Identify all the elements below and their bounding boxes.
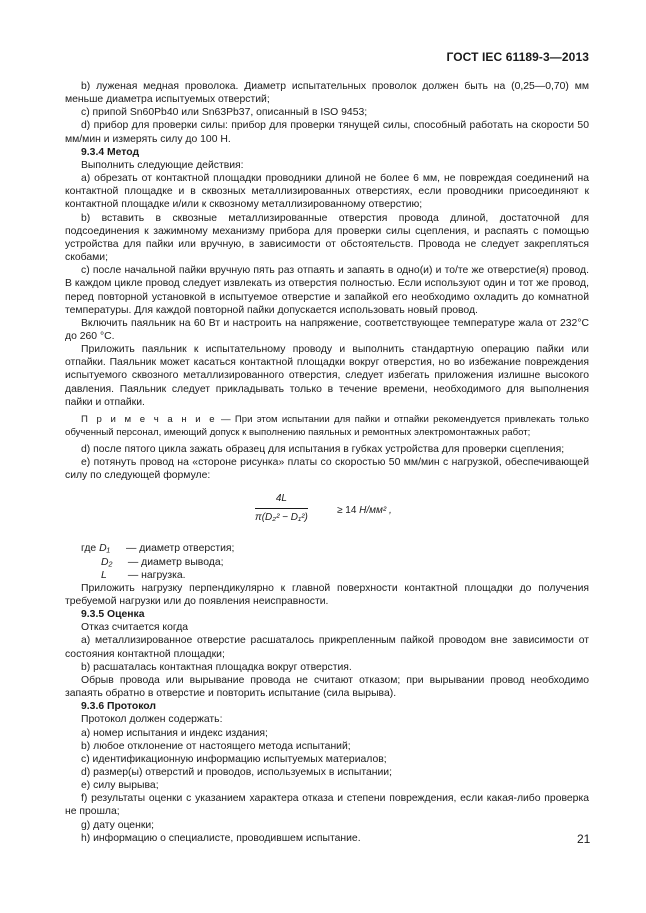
formula-denominator: π(D₂² − D₁²)	[255, 511, 308, 523]
definition-symbol: L	[101, 569, 107, 581]
list-item: b) любое отклонение от настоящего метода испытаний;	[81, 740, 351, 752]
paragraph: Выполнить следующие действия:	[81, 159, 244, 171]
note-label: П р и м е ч а н и е	[81, 413, 217, 425]
list-item: g) дату оценки;	[81, 819, 155, 831]
paragraph: Протокол должен содержать:	[81, 714, 223, 726]
list-item: a) номер испытания и индекс издания;	[81, 727, 268, 739]
definition-row	[81, 569, 589, 582]
paragraph: c) припой Sn60Pb40 или Sn63Pb37, описанный в ISO 9453;	[81, 107, 368, 119]
paragraph: Приложить нагрузку перпендикулярно к главной поверхности контактной площадки до получения требуемой нагрузки или до появления неисправности.	[65, 582, 589, 607]
page-number: 21	[577, 832, 591, 846]
definition-text: — нагрузка.	[125, 569, 186, 581]
list-item: h) информацию о специалисте, проводившем испытание.	[81, 832, 361, 844]
list-item: c) после начальной пайки вручную пять раз отпаять и запаять в одно(и) и то/те же отверстие(я) провод. В каждом цикле провод следует извлекать из отверстия полностью. Если используют один и тот же провод, перед повторной установкой в испытуемое отверстие и запайкой его необходимо охладить до комнатной температуры. Для каждой повторной пайки допускается использовать новый провод.	[65, 265, 589, 316]
definition-text: — диаметр вывода;	[125, 556, 224, 568]
section-heading: 9.3.4 Метод	[81, 146, 140, 158]
list-item: c) идентификационную информацию испытуемых материалов;	[81, 753, 387, 765]
list-item: d) после пятого цикла зажать образец для испытания в губках устройства для проверки сцепления;	[81, 443, 565, 455]
note-text: — При этом испытании для пайки и отпайки рекомендуется привлекать только обученный персонал, имеющий допуск к выполнению паяльных и ремонтных электромонтажных работ;	[65, 413, 589, 438]
list-item: b) расшаталась контактная площадка вокруг отверстия.	[81, 661, 352, 673]
paragraph: Обрыв провода или вырывание провода не считают отказом; при вырывании провод необходимо запаять обратно в отверстие и повторить испытание (сила вырыва).	[65, 674, 589, 700]
paragraph: Отказ считается когда	[81, 622, 189, 634]
paragraph: b) луженая медная проволока. Диаметр испытательных проволок должен быть на (0,25—0,70) мм меньше диаметра испытуемых отверстий;	[65, 81, 589, 106]
definition-row	[81, 556, 589, 569]
formula-numerator: 4L	[255, 492, 308, 508]
definition-row	[81, 542, 589, 555]
list-item: e) потянуть провод на «стороне рисунка» платы со скоростью 50 мм/мин с нагрузкой, обеспечивающей силу по следующей формуле:	[65, 457, 589, 482]
page-content	[65, 80, 589, 845]
formula	[65, 486, 589, 538]
list-item: b) вставить в сквозные металлизированные отверстия провода длиной, достаточной для подсоединения к зажимному механизму прибора для проверки силы сцепления, и распаять с помощью устройства для пайки или вручную, в зависимости от обстоятельств. Провода не следует закрепляться скобами;	[65, 212, 589, 264]
list-item: a) металлизированное отверстие расшаталось прикрепленным пайкой проводом вне зависимости от состояния контактной площадки;	[65, 635, 589, 660]
list-item: f) результаты оценки с указанием характера отказа и степени повреждения, если какая-либо проверка не прошла;	[65, 793, 589, 818]
list-item: e) силу вырыва;	[81, 780, 159, 792]
definition-prefix: где	[81, 543, 100, 555]
variable-definitions	[81, 542, 589, 581]
section-heading: 9.3.6 Протокол	[81, 701, 156, 713]
formula-rhs	[337, 504, 392, 517]
paragraph: Приложить паяльник к испытательному проводу и выполнить стандартную операцию пайки или отпайки. Паяльник может касаться контактной площадки вокруг отверстия, но во избежание повреждения испытуемого сквозного металлизированного отверстия, следует избегать приложения излишне высокого давления. Паяльник следует прикладывать только в течение времени, необходимого для выполнения пайки и отпайки.	[65, 344, 589, 408]
list-item: a) обрезать от контактной площадки проводники длиной не более 6 мм, не повреждая соединений на контактной площадке и в сквозных металлизированных отверстиях, если проводники присоединяют к контактной площадке и/или к сквозному металлизированному отверстию;	[65, 173, 589, 211]
formula-op: ≥ 14	[337, 505, 360, 517]
list-item: d) размер(ы) отверстий и проводов, используемых в испытании;	[81, 766, 392, 778]
note	[65, 413, 589, 439]
paragraph: d) прибор для проверки силы: прибор для проверки тянущей силы, способный работать на скорости 50 мм/мин и измерять силу до 100 Н.	[65, 120, 589, 145]
paragraph: Включить паяльник на 60 Вт и настроить на напряжение, соответствующее температуре жала от 232°С до 260 °С.	[65, 317, 589, 342]
definition-symbol: D₁	[99, 543, 110, 555]
formula-fraction	[255, 492, 308, 523]
definition-symbol: D₂	[101, 556, 113, 568]
section-heading: 9.3.5 Оценка	[81, 609, 145, 621]
definition-text: — диаметр отверстия;	[123, 543, 235, 555]
formula-unit: Н/мм² ,	[359, 505, 392, 517]
standard-header: ГОСТ IEC 61189-3—2013	[446, 50, 589, 64]
